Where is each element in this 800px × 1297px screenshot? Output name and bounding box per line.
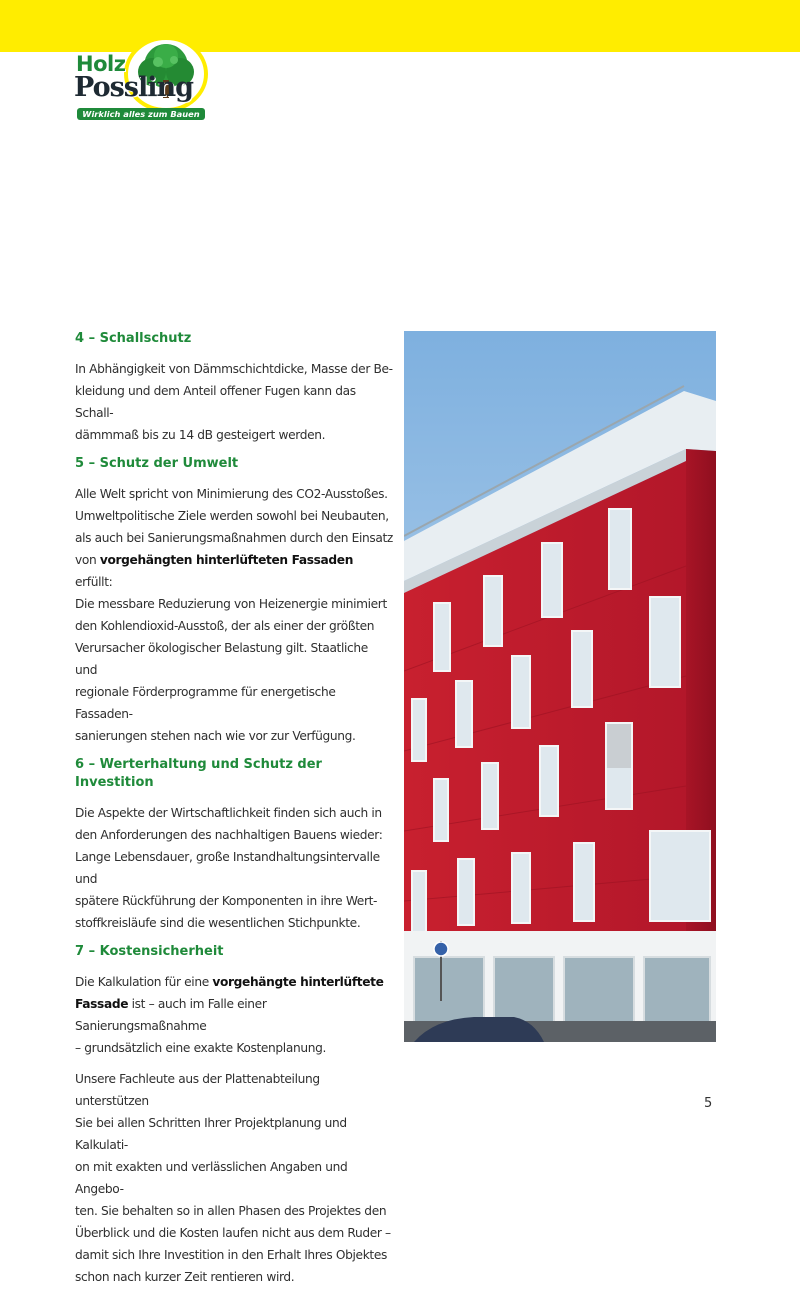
text-segment: on mit exakten und verlässlichen Angaben und Angebo- [75,1160,348,1196]
body-paragraph [75,802,393,934]
text-line [75,1270,294,1284]
text-line [75,384,356,420]
text-line [75,997,266,1033]
holz-possling-logo [70,32,210,124]
text-segment: Alle Welt spricht von Minimierung des CO2-Ausstoßes. [75,487,388,501]
body-paragraph [75,971,393,1059]
text-line [75,428,325,442]
text-segment: den Anforderungen des nachhaltigen Bauens wieder: [75,828,383,842]
text-segment: Verursacher ökologischer Belastung gilt. Staatliche und [75,641,368,677]
text-line [75,975,384,989]
logo-tagline: Wirklich alles zum Bauen [77,108,205,120]
text-segment: als auch bei Sanierungsmaßnahmen durch den Einsatz [75,531,393,545]
text-segment: Überblick und die Kosten laufen nicht aus dem Ruder – [75,1226,391,1240]
text-line [75,362,393,376]
text-line [75,597,387,611]
section-heading: 6 – Werterhaltung und Schutz der Investition [75,757,322,790]
text-line [75,531,393,545]
text-line [75,806,382,820]
body-paragraph [75,358,393,446]
text-line [75,916,360,930]
text-line [75,1160,347,1196]
text-line [75,509,389,523]
body-paragraph [75,483,393,747]
text-segment: sanierungen stehen nach wie vor zur Verfügung. [75,729,356,743]
text-segment: den Kohlendioxid-Ausstoß, der als einer der größten [75,619,375,633]
text-segment: spätere Rückführung der Komponenten in ihre Wert- [75,894,378,908]
bold-term: vorgehängten hinterlüfteten Fassaden [99,553,354,567]
text-line [75,1204,386,1218]
text-segment: Lange Lebensdauer, große Instandhaltungsintervalle und [75,850,380,886]
text-segment: schon nach kurzer Zeit rentieren wird. [75,1270,295,1284]
body-text-column [75,330,393,1297]
text-segment: regionale Förderprogramme für energetische Fassaden- [75,685,336,721]
text-segment: ten. Sie behalten so in allen Phasen des Projektes den [75,1204,387,1218]
bold-term: vorgehängte hinterlüftete [212,975,384,989]
text-segment: von [75,553,100,567]
text-segment: kleidung und dem Anteil offener Fugen kann das Schall- [75,384,356,420]
logo-word-holz: Holz [76,52,126,76]
text-line [75,850,380,886]
text-line [75,1248,387,1262]
text-line [75,553,353,589]
logo-word-possling: Possling [74,72,194,103]
text-segment: Unsere Fachleute aus der Plattenabteilung unterstützen [75,1072,320,1108]
text-segment: Die Kalkulation für eine [75,975,213,989]
text-line [75,828,382,842]
text-line [75,894,377,908]
text-segment: Die Aspekte der Wirtschaftlichkeit finden sich auch in [75,806,382,820]
text-segment: In Abhängigkeit von Dämmschichtdicke, Masse der Be- [75,362,393,376]
text-segment: damit sich Ihre Investition in den Erhalt Ihres Objektes [75,1248,387,1262]
section-heading: 5 – Schutz der Umwelt [75,456,239,471]
text-line [75,641,368,677]
text-line [75,1041,326,1055]
text-line [75,729,356,743]
bold-term: Fassade [75,997,129,1011]
red-facade-building-photo [404,331,716,1042]
text-line [75,487,388,501]
body-paragraph [75,1068,393,1288]
section-heading: 4 – Schallschutz [75,331,192,346]
text-line [75,1072,320,1108]
text-segment: dämmmaß bis zu 14 dB gesteigert werden. [75,428,326,442]
text-line [75,685,336,721]
text-segment: erfüllt: [75,575,113,589]
text-line [75,619,374,633]
page-number: 5 [704,1096,713,1111]
text-segment: stoffkreisläufe sind die wesentlichen Stichpunkte. [75,916,361,930]
text-segment: – grundsätzlich eine exakte Kostenplanung. [75,1041,326,1055]
text-segment: Sie bei allen Schritten Ihrer Projektplanung und Kalkulati- [75,1116,347,1152]
text-line [75,1226,391,1240]
text-segment: Die messbare Reduzierung von Heizenergie minimiert [75,597,387,611]
text-segment: Umweltpolitische Ziele werden sowohl bei Neubauten, [75,509,389,523]
text-line [75,1116,347,1152]
text-segment: ist – auch im Falle einer Sanierungsmaßnahme [75,997,267,1033]
section-heading: 7 – Kostensicherheit [75,944,224,959]
